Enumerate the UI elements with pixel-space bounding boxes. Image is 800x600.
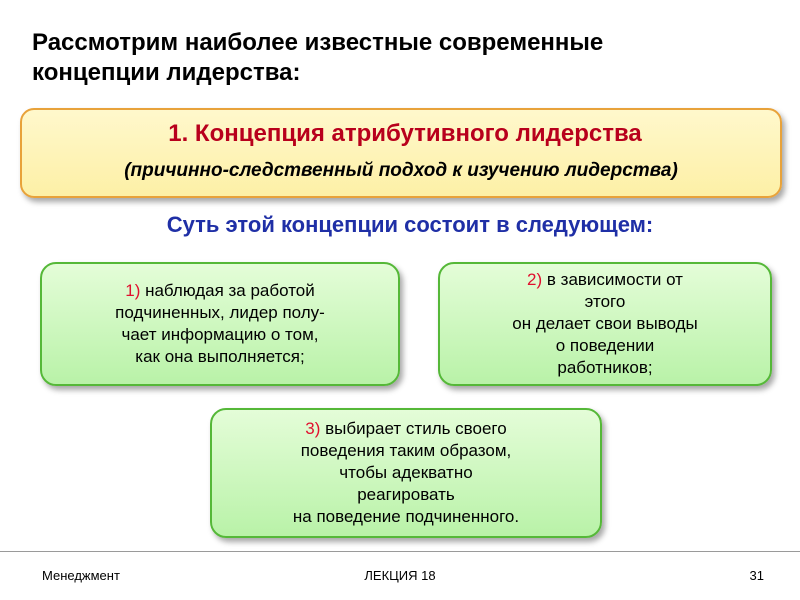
point-box-2-text bbox=[502, 269, 707, 379]
footer-page-number: 31 bbox=[749, 568, 764, 583]
heading-line-2: концепции лидерства: bbox=[32, 59, 301, 86]
point-box-3-line-4: реагировать bbox=[357, 485, 455, 504]
point-number-2: 2) bbox=[527, 270, 543, 289]
footer-divider bbox=[0, 551, 800, 552]
point-box-1-line-1-text: наблюдая за работой bbox=[140, 281, 315, 300]
point-box-2-line-1 bbox=[512, 269, 697, 291]
point-box-3-line-5: на поведение подчиненного. bbox=[292, 507, 520, 526]
essence-heading: Суть этой концепции состоит в следующем: bbox=[166, 212, 654, 237]
heading-line-1: Рассмотрим наиболее известные современные bbox=[32, 29, 604, 56]
concept-subtitle: (причинно-следственный подход к изучению лидерства) bbox=[124, 160, 678, 181]
point-box-3-line-1-text: выбирает стиль своего bbox=[320, 419, 507, 438]
point-number-1: 1) bbox=[125, 281, 141, 300]
point-box-2-line-2: этого bbox=[584, 292, 626, 311]
concept-box bbox=[20, 108, 782, 198]
point-box-3-line-1 bbox=[293, 418, 519, 440]
point-box-1-line-3: чает информацию о том, bbox=[121, 325, 319, 344]
footer-lecture: ЛЕКЦИЯ 18 bbox=[364, 568, 436, 583]
point-box-1-line-2: подчиненных, лидер полу- bbox=[115, 303, 325, 322]
concept-title: 1. Концепция атрибутивного лидерства bbox=[168, 120, 642, 147]
point-box-3-line-2: поведения таким образом, bbox=[300, 441, 512, 460]
point-box-2-line-5: работников; bbox=[557, 358, 653, 377]
point-box-2-line-1-text: в зависимости от bbox=[542, 270, 683, 289]
point-box-1 bbox=[40, 262, 400, 386]
point-box-1-line-1 bbox=[115, 280, 325, 302]
point-box-2-line-3: он делает свои выводы bbox=[512, 314, 698, 333]
point-box-3 bbox=[210, 408, 602, 538]
point-box-1-text bbox=[105, 280, 335, 368]
point-box-2 bbox=[438, 262, 772, 386]
slide-heading bbox=[32, 28, 752, 88]
footer-course: Менеджмент bbox=[42, 568, 120, 583]
point-number-3: 3) bbox=[305, 419, 321, 438]
point-box-3-line-3: чтобы адекватно bbox=[339, 463, 473, 482]
point-box-1-line-4: как она выполняется; bbox=[135, 347, 305, 366]
point-box-3-text bbox=[283, 418, 529, 528]
point-box-2-line-4: о поведении bbox=[555, 336, 655, 355]
